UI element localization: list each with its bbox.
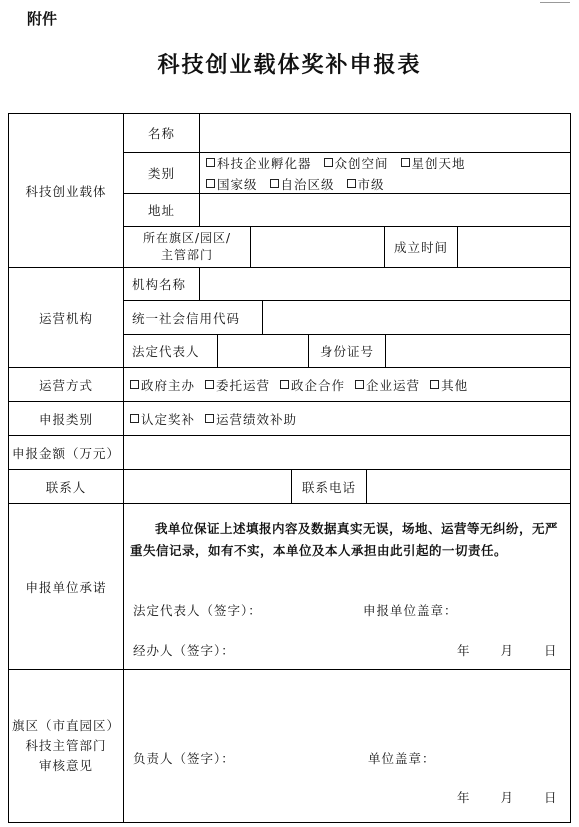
review-label-line2: 科技主管部门 [25, 738, 107, 753]
legal-rep-label: 法定代表人 [123, 334, 218, 368]
attachment-label: 附件 [27, 10, 58, 28]
apply-type-option-label: 运营绩效补助 [216, 411, 298, 427]
pledge-text: 我单位保证上述填报内容及数据真实无误，场地、运营等无纠纷，无严重失信记录，如有不实，本单位及本人承担由此引起的一切责任。 [130, 521, 559, 558]
checkbox-icon[interactable] [130, 414, 139, 423]
operation-mode-option-label: 其他 [441, 377, 469, 393]
operation-mode-option[interactable] [430, 376, 468, 394]
review-label [8, 669, 124, 823]
review-label-line3: 审核意见 [38, 758, 93, 773]
operation-mode-option[interactable] [205, 376, 270, 394]
apply-type-option-label: 认定奖补 [141, 411, 196, 427]
carrier-level-option-label: 自治区级 [280, 176, 335, 192]
operation-mode-option[interactable] [130, 376, 195, 394]
legal-rep-field[interactable] [217, 334, 309, 368]
dept-label-line1: 所在旗区/园区/ [142, 231, 232, 245]
checkbox-icon[interactable] [355, 380, 364, 389]
established-field[interactable] [457, 226, 571, 268]
checkbox-icon[interactable] [205, 414, 214, 423]
carrier-type-option-label: 科技企业孵化器 [217, 155, 312, 171]
address-field[interactable] [199, 193, 571, 227]
pledge-label: 申报单位承诺 [8, 503, 124, 670]
carrier-type-option[interactable] [206, 154, 312, 172]
org-name-field[interactable] [199, 267, 571, 301]
header-rule [540, 2, 570, 3]
credit-code-field[interactable] [262, 300, 571, 335]
dept-label-line2: 主管部门 [160, 248, 213, 262]
contact-label: 联系人 [8, 469, 124, 504]
dept-label [123, 226, 251, 268]
operation-mode-option-list [130, 376, 478, 394]
carrier-type-option[interactable] [401, 154, 466, 172]
apply-type-option-list [130, 410, 307, 428]
legal-sign-label: 法定代表人（签字）： [133, 603, 262, 618]
operator-section-label: 运营机构 [8, 267, 124, 368]
carrier-section-label: 科技创业载体 [8, 113, 124, 268]
type-options-row1 [206, 154, 478, 172]
operation-mode-option-label: 政企合作 [291, 377, 346, 393]
checkbox-icon[interactable] [206, 179, 215, 188]
checkbox-icon[interactable] [130, 380, 139, 389]
credit-code-label: 统一社会信用代码 [123, 300, 263, 335]
apply-type-options [123, 401, 571, 436]
type-label: 类别 [123, 152, 200, 194]
address-label: 地址 [123, 193, 200, 227]
carrier-level-option[interactable] [347, 175, 385, 193]
operation-mode-option[interactable] [280, 376, 345, 394]
handler-sign-label: 经办人（签字）： [133, 643, 235, 658]
contact-field[interactable] [123, 469, 292, 504]
checkbox-icon[interactable] [430, 380, 439, 389]
operation-mode-options [123, 367, 571, 402]
org-name-label: 机构名称 [123, 267, 200, 301]
carrier-type-option-label: 星创天地 [411, 155, 466, 171]
checkbox-icon[interactable] [401, 158, 410, 167]
id-label: 身份证号 [308, 334, 386, 368]
operation-mode-option-label: 委托运营 [216, 377, 271, 393]
type-options [199, 152, 571, 194]
checkbox-icon[interactable] [270, 179, 279, 188]
operation-mode-option-label: 政府主办 [141, 377, 196, 393]
apply-type-option[interactable] [205, 410, 297, 428]
checkbox-icon[interactable] [280, 380, 289, 389]
unit-seal-label: 申报单位盖章： [363, 603, 458, 618]
operation-mode-option-label: 企业运营 [366, 377, 421, 393]
phone-field[interactable] [366, 469, 571, 504]
operation-mode-option[interactable] [355, 376, 420, 394]
operation-mode-label: 运营方式 [8, 367, 124, 402]
established-label: 成立时间 [384, 226, 458, 268]
id-field[interactable] [385, 334, 571, 368]
checkbox-icon[interactable] [206, 158, 215, 167]
carrier-type-option-label: 众创空间 [334, 155, 389, 171]
checkbox-icon[interactable] [347, 179, 356, 188]
responsible-sign-label: 负责人（签字）： [133, 751, 235, 766]
page-title: 科技创业载体奖补申报表 [157, 53, 422, 78]
review-date: 年 月 日 [457, 790, 559, 805]
dept-field[interactable] [250, 226, 385, 268]
checkbox-icon[interactable] [324, 158, 333, 167]
carrier-level-option-label: 国家级 [217, 176, 258, 192]
carrier-level-option-label: 市级 [357, 176, 385, 192]
carrier-level-option[interactable] [270, 175, 335, 193]
apply-type-option[interactable] [130, 410, 195, 428]
carrier-level-option[interactable] [206, 175, 258, 193]
name-field[interactable] [199, 113, 571, 153]
carrier-type-option[interactable] [324, 154, 389, 172]
review-label-line1: 旗区（市直园区） [11, 718, 120, 733]
name-label: 名称 [123, 113, 200, 153]
amount-field[interactable] [123, 435, 571, 470]
review-seal-label: 单位盖章： [368, 751, 436, 766]
apply-type-label: 申报类别 [8, 401, 124, 436]
checkbox-icon[interactable] [205, 380, 214, 389]
phone-label: 联系电话 [291, 469, 367, 504]
pledge-date: 年 月 日 [457, 643, 559, 658]
type-options-row2 [206, 175, 397, 193]
amount-label: 申报金额（万元） [8, 435, 124, 470]
